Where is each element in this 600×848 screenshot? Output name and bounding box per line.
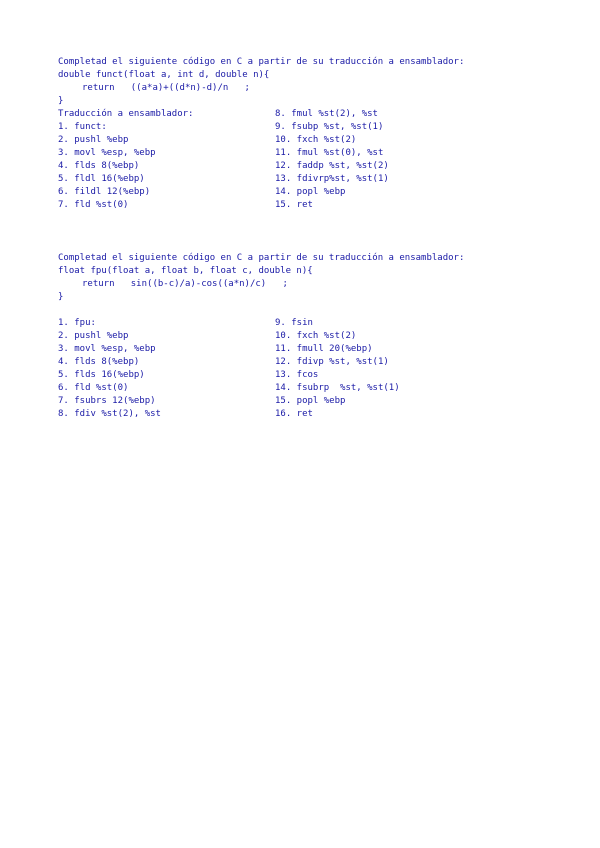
asm-line: 12. faddp %st, %st(2) (275, 161, 389, 171)
exercise-2 (58, 252, 558, 419)
asm-line: 14. fsubrp %st, %st(1) (275, 383, 400, 393)
exercise-1-return: return ((a*a)+((d*n)-d)/n ; (82, 83, 250, 93)
asm-line: 4. flds 8(%ebp) (58, 357, 140, 367)
exercise-1-signature: double funct(float a, int d, double n){ (58, 70, 270, 80)
asm-line: 7. fsubrs 12(%ebp) (58, 396, 156, 406)
asm-line: 15. popl %ebp (275, 396, 346, 406)
exercise-1-prompt: Completad el siguiente código en C a partir de su traducción a ensamblador: (58, 57, 465, 67)
asm-line: 4. flds 8(%ebp) (58, 161, 140, 171)
exercise-2-close-brace: } (58, 292, 64, 302)
exercise-2-asm-left-column (58, 317, 273, 421)
asm-line: 5. flds 16(%ebp) (58, 370, 145, 380)
exercise-2-prompt: Completad el siguiente código en C a partir de su traducción a ensamblador: (58, 253, 465, 263)
asm-line: 6. fld %st(0) (58, 383, 129, 393)
exercise-1-close-brace: } (58, 96, 64, 106)
asm-line: 8. fdiv %st(2), %st (58, 409, 161, 419)
asm-line: 8. fmul %st(2), %st (275, 109, 378, 119)
asm-line: 3. movl %esp, %ebp (58, 344, 156, 354)
exercise-2-return: return sin((b-c)/a)-cos((a*n)/c) ; (82, 279, 288, 289)
asm-line: 6. fildl 12(%ebp) (58, 187, 151, 197)
asm-line: 1. fpu: (58, 318, 96, 328)
asm-line: 13. fdivrp%st, %st(1) (275, 174, 389, 184)
asm-line: 16. ret (275, 409, 313, 419)
asm-line: 10. fxch %st(2) (275, 331, 357, 341)
asm-line: 2. pushl %ebp (58, 331, 129, 341)
asm-line: 15. ret (275, 200, 313, 210)
exercise-1-asm-title: Traducción a ensamblador: (58, 109, 194, 119)
asm-line: 2. pushl %ebp (58, 135, 129, 145)
asm-line: 7. fld %st(0) (58, 200, 129, 210)
exercise-1-asm-left-column (58, 108, 273, 212)
asm-line: 1. funct: (58, 122, 107, 132)
asm-line: 10. fxch %st(2) (275, 135, 357, 145)
asm-line: 11. fmul %st(0), %st (275, 148, 384, 158)
asm-line: 12. fdivp %st, %st(1) (275, 357, 389, 367)
asm-line: 11. fmull 20(%ebp) (275, 344, 373, 354)
asm-line: 9. fsin (275, 318, 313, 328)
asm-line: 3. movl %esp, %ebp (58, 148, 156, 158)
asm-line: 5. fldl 16(%ebp) (58, 174, 145, 184)
exercise-1 (58, 56, 558, 210)
exercise-1-asm-right-column (275, 108, 535, 212)
exercise-2-signature: float fpu(float a, float b, float c, double n){ (58, 266, 313, 276)
exercise-2-asm-right-column (275, 317, 535, 421)
asm-line: 13. fcos (275, 370, 319, 380)
asm-line: 14. popl %ebp (275, 187, 346, 197)
asm-line: 9. fsubp %st, %st(1) (275, 122, 384, 132)
